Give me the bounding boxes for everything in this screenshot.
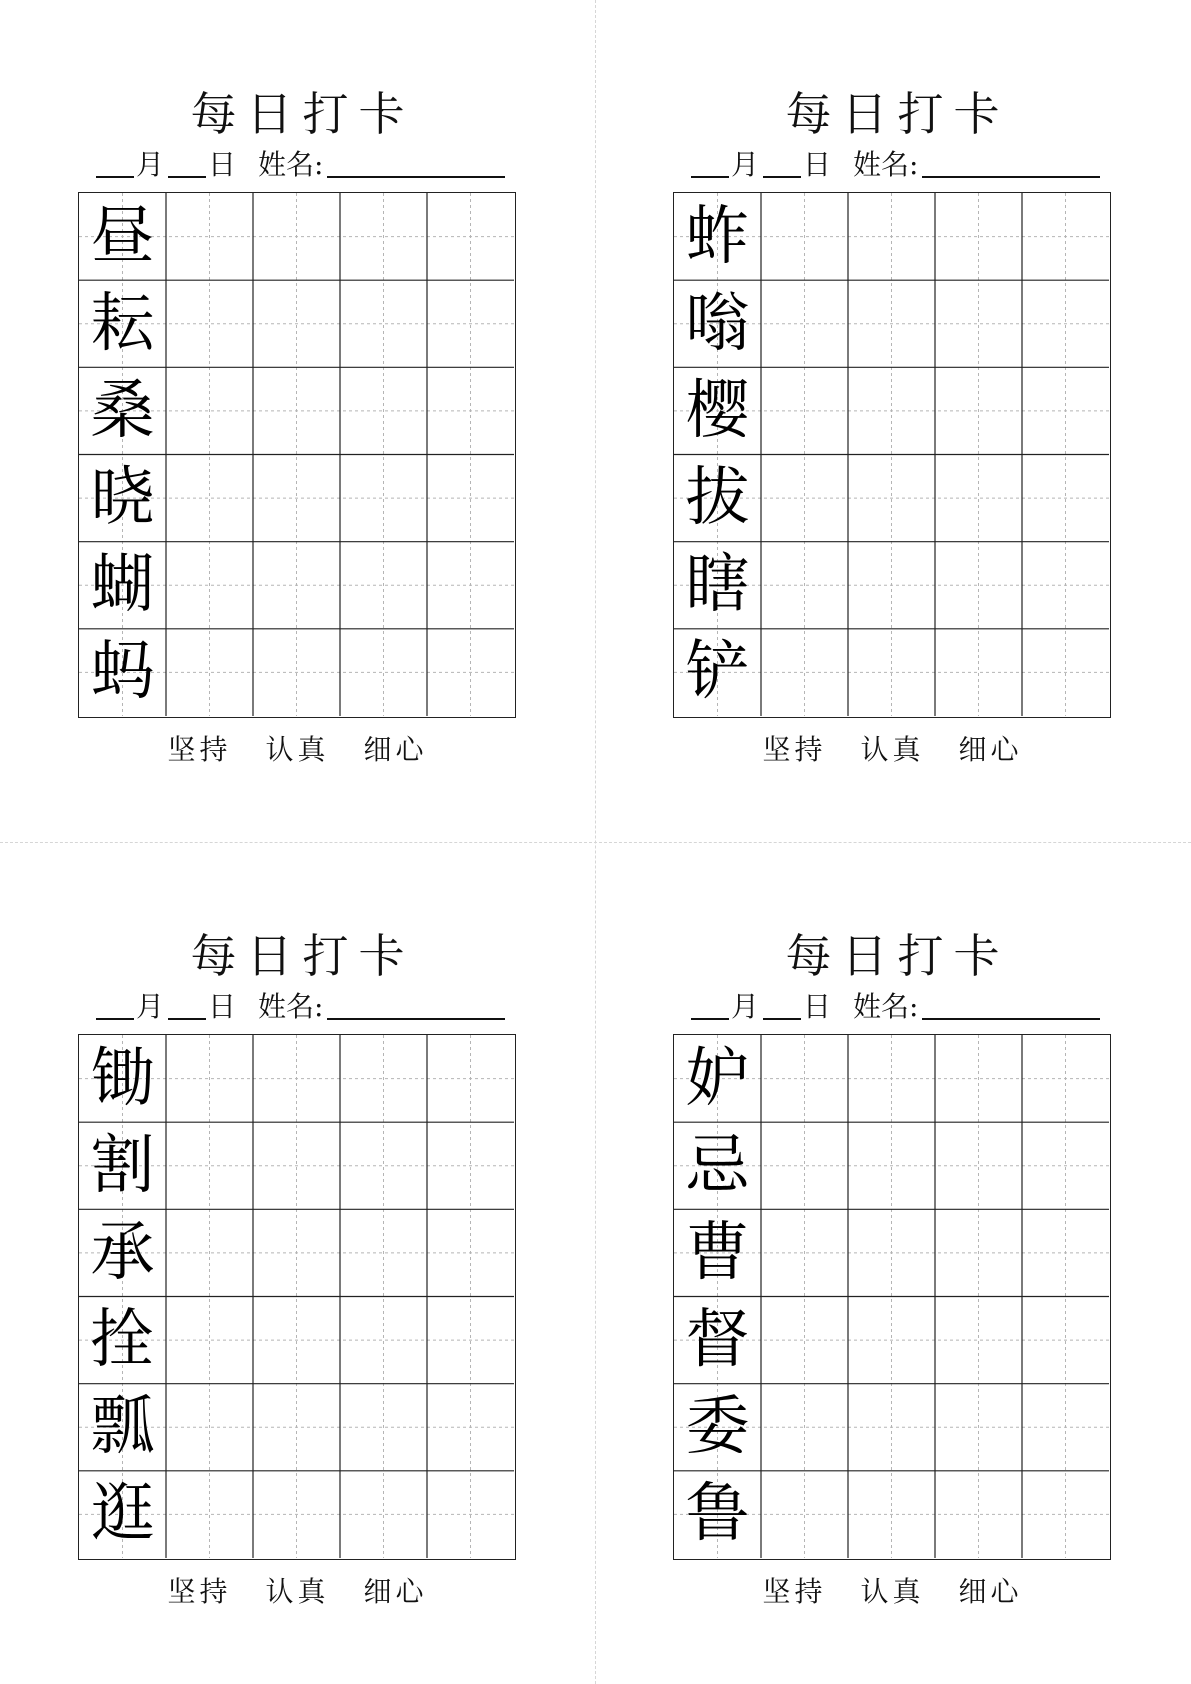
- month-label: 月: [136, 148, 165, 181]
- name-blank[interactable]: [922, 146, 1100, 178]
- name-label: 姓名:: [853, 148, 919, 181]
- writing-grid: [673, 1034, 1111, 1560]
- month-blank[interactable]: [96, 988, 134, 1020]
- date-name-line: [691, 142, 1100, 182]
- card-title: 每日打卡: [190, 929, 415, 983]
- model-character: 昼: [90, 199, 155, 274]
- model-character: 督: [685, 1303, 750, 1378]
- model-character: 耘: [90, 286, 155, 361]
- practice-card-3: [0, 842, 595, 1684]
- writing-grid: [78, 1034, 516, 1560]
- name-blank[interactable]: [327, 988, 505, 1020]
- model-character: 妒: [685, 1041, 750, 1116]
- model-character: 委: [685, 1390, 750, 1465]
- month-blank[interactable]: [96, 146, 134, 178]
- model-character: 嗡: [685, 286, 750, 361]
- model-character: 蚂: [90, 635, 155, 710]
- practice-card-4: [595, 842, 1190, 1684]
- name-blank[interactable]: [327, 146, 505, 178]
- model-character: 拔: [685, 461, 750, 536]
- practice-card-1: [0, 0, 595, 842]
- model-character: 鲁: [685, 1477, 750, 1552]
- model-character: 曹: [685, 1215, 750, 1290]
- month-label: 月: [136, 990, 165, 1023]
- month-label: 月: [731, 990, 760, 1023]
- model-character: 瓢: [90, 1390, 155, 1465]
- card-title: 每日打卡: [785, 87, 1010, 141]
- writing-grid: [673, 192, 1111, 718]
- model-character: 承: [90, 1215, 155, 1290]
- motto-word: 认真: [265, 733, 330, 766]
- card-title: 每日打卡: [190, 87, 415, 141]
- model-character: 割: [90, 1128, 155, 1203]
- model-character: 蝴: [90, 548, 155, 623]
- model-character: 瞎: [685, 548, 750, 623]
- motto-word: 细心: [363, 733, 428, 766]
- day-label: 日: [208, 148, 237, 181]
- card-footer: [595, 730, 1190, 770]
- name-label: 姓名:: [853, 990, 919, 1023]
- card-footer: [0, 1572, 595, 1612]
- day-label: 日: [208, 990, 237, 1023]
- model-character: 蚱: [685, 199, 750, 274]
- motto-word: 坚持: [762, 733, 827, 766]
- day-blank[interactable]: [168, 988, 206, 1020]
- date-name-line: [691, 984, 1100, 1024]
- motto-word: 坚持: [762, 1575, 827, 1608]
- month-blank[interactable]: [691, 146, 729, 178]
- model-character: 樱: [685, 373, 750, 448]
- card-footer: [595, 1572, 1190, 1612]
- name-label: 姓名:: [258, 148, 324, 181]
- motto-word: 细心: [958, 1575, 1023, 1608]
- date-name-line: [96, 142, 505, 182]
- motto-word: 坚持: [167, 1575, 232, 1608]
- model-character: 桑: [90, 373, 155, 448]
- model-character: 逛: [90, 1477, 155, 1552]
- day-blank[interactable]: [763, 988, 801, 1020]
- day-blank[interactable]: [763, 146, 801, 178]
- writing-grid: [78, 192, 516, 718]
- model-character: 忌: [685, 1128, 750, 1203]
- motto-word: 认真: [860, 1575, 925, 1608]
- motto-word: 细心: [958, 733, 1023, 766]
- date-name-line: [96, 984, 505, 1024]
- motto-word: 细心: [363, 1575, 428, 1608]
- day-blank[interactable]: [168, 146, 206, 178]
- day-label: 日: [803, 148, 832, 181]
- model-character: 晓: [90, 461, 155, 536]
- day-label: 日: [803, 990, 832, 1023]
- name-blank[interactable]: [922, 988, 1100, 1020]
- card-title: 每日打卡: [785, 929, 1010, 983]
- model-character: 拴: [90, 1303, 155, 1378]
- model-character: 锄: [90, 1041, 155, 1116]
- month-blank[interactable]: [691, 988, 729, 1020]
- month-label: 月: [731, 148, 760, 181]
- card-footer: [0, 730, 595, 770]
- motto-word: 坚持: [167, 733, 232, 766]
- name-label: 姓名:: [258, 990, 324, 1023]
- motto-word: 认真: [860, 733, 925, 766]
- practice-card-2: [595, 0, 1190, 842]
- motto-word: 认真: [265, 1575, 330, 1608]
- model-character: 铲: [685, 635, 750, 710]
